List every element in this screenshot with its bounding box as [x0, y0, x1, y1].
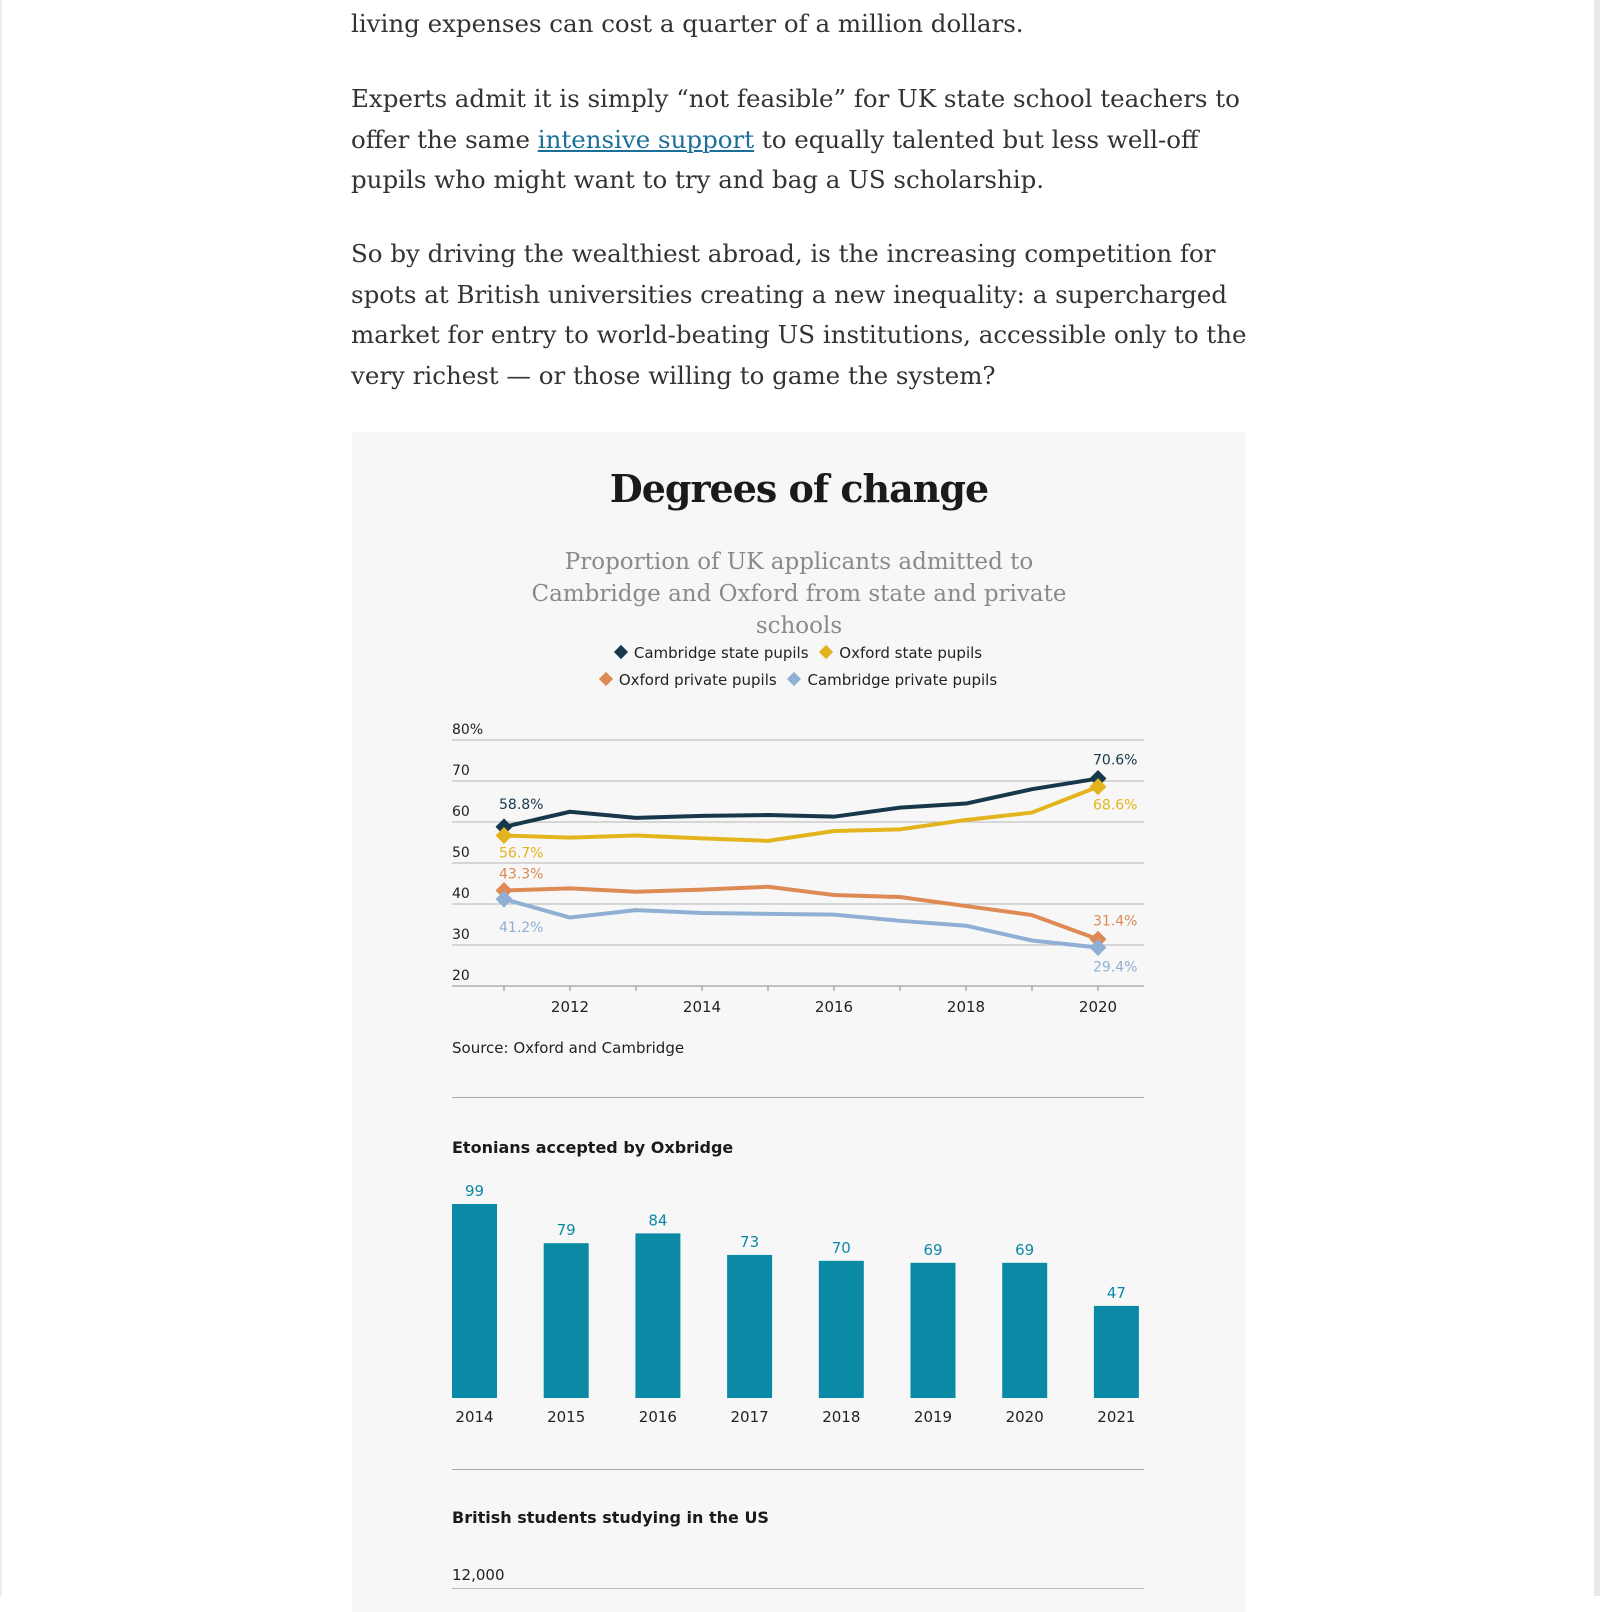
legend-label: Oxford state pupils — [839, 644, 983, 662]
intensive-support-link[interactable]: intensive support — [537, 124, 755, 154]
divider-1 — [452, 1097, 1144, 1098]
legend-label: Cambridge private pupils — [807, 671, 998, 689]
us-students-heading: British students studying in the US — [452, 1508, 769, 1527]
x-tick-label: 2018 — [946, 998, 986, 1016]
series-line-cambridge-state — [504, 779, 1098, 827]
data-label-start: 43.3% — [499, 866, 544, 883]
bar-2021 — [1094, 1306, 1139, 1398]
data-label-start: 41.2% — [499, 920, 544, 937]
y-tick-label: 60 — [452, 804, 470, 820]
bar-category-label: 2014 — [455, 1408, 494, 1426]
data-label-end: 31.4% — [1093, 913, 1138, 930]
bar-2017 — [727, 1255, 772, 1398]
legend-item-oxford-private — [601, 671, 777, 689]
article-paragraph-1: living expenses can cost a quarter of a million dollars. — [351, 9, 1024, 38]
legend-diamond-icon — [614, 645, 628, 659]
y-tick-label: 80% — [452, 722, 484, 738]
bar-value-label: 99 — [464, 1182, 485, 1200]
data-point-marker — [496, 891, 513, 908]
bar-category-label: 2021 — [1097, 1408, 1136, 1426]
legend-item-cambridge-private — [789, 671, 997, 689]
data-point-marker — [496, 827, 513, 844]
etonians-heading: Etonians accepted by Oxbridge — [452, 1138, 734, 1157]
bar-value-label: 69 — [923, 1240, 943, 1259]
y-tick-label: 50 — [452, 845, 470, 861]
bar-value-label: 69 — [1015, 1240, 1035, 1259]
bar-category-label: 2017 — [730, 1408, 769, 1426]
page-left-edge — [0, 0, 2, 1596]
y-tick-label: 70 — [452, 763, 470, 779]
bar-category-label: 2019 — [913, 1408, 953, 1426]
bar-2020 — [1002, 1263, 1047, 1398]
data-label-end: 29.4% — [1093, 959, 1138, 976]
chart-graphic — [352, 432, 1246, 1612]
x-tick-label: 2016 — [814, 998, 854, 1016]
bar-2015 — [544, 1243, 589, 1398]
legend-diamond-icon — [787, 672, 801, 686]
bar-value-label: 73 — [740, 1232, 760, 1251]
line-chart — [352, 712, 1246, 1022]
chart-subtitle: Proportion of UK applicants admitted to Cambridge and Oxford from state and private schools — [531, 549, 1067, 639]
y-tick-label: 20 — [452, 968, 470, 984]
bar-2018 — [819, 1261, 864, 1398]
legend-row-2 — [352, 671, 1246, 689]
data-label-start: 58.8% — [499, 796, 544, 813]
p2-text-after: to equally talented but less well-off pupils who might want to try and bag a US scholarship. — [351, 124, 1199, 194]
data-label-end: 70.6% — [1093, 752, 1138, 769]
bar-value-label: 84 — [648, 1211, 668, 1230]
legend-label: Oxford private pupils — [618, 671, 777, 689]
bar-value-label: 70 — [831, 1238, 851, 1257]
bar-category-label: 2015 — [547, 1408, 586, 1426]
legend-diamond-icon — [819, 645, 833, 659]
x-tick-label: 2012 — [550, 998, 590, 1016]
legend-diamond-icon — [599, 672, 613, 686]
bar-2014 — [452, 1204, 497, 1398]
x-tick-label: 2014 — [682, 998, 722, 1016]
bar-2016 — [635, 1233, 680, 1398]
bar-2019 — [911, 1263, 956, 1398]
legend-item-oxford-state — [821, 644, 982, 662]
bar-category-label: 2016 — [638, 1408, 677, 1426]
legend-label: Cambridge state pupils — [633, 644, 809, 662]
series-line-cambridge-private — [504, 899, 1098, 947]
bar-chart — [352, 1172, 1246, 1432]
y-tick-label: 40 — [452, 886, 470, 902]
bar-category-label: 2018 — [822, 1408, 861, 1426]
scrollbar[interactable] — [1594, 0, 1600, 1596]
bar-value-label: 79 — [556, 1221, 576, 1240]
us-chart-first-tick: 12,000 — [452, 1566, 505, 1584]
p2-text-before: Experts admit it is simply “not feasible” for UK state school teachers to offer the same — [351, 84, 1240, 154]
bar-value-label: 47 — [1106, 1283, 1126, 1302]
article-paragraph-3: So by driving the wealthiest abroad, is the increasing competition for spots at British universities creating a new inequality: a supercharged market for entry to world-beating US institutions, accessible only to the very richest — or those willing to game the system? — [351, 239, 1247, 390]
chart-source: Source: Oxford and Cambridge — [452, 1039, 685, 1057]
bar-category-label: 2020 — [1005, 1408, 1044, 1426]
y-tick-label: 30 — [452, 927, 470, 943]
chart-title: Degrees of change — [609, 466, 989, 511]
divider-2 — [452, 1469, 1144, 1470]
x-tick-label: 2020 — [1078, 998, 1118, 1016]
us-chart-gridline — [452, 1588, 1144, 1589]
data-label-end: 68.6% — [1093, 797, 1138, 814]
data-label-start: 56.7% — [499, 845, 544, 862]
legend-item-cambridge-state — [616, 644, 809, 662]
article-paragraph-2 — [351, 79, 1251, 201]
legend-row-1 — [352, 644, 1246, 662]
